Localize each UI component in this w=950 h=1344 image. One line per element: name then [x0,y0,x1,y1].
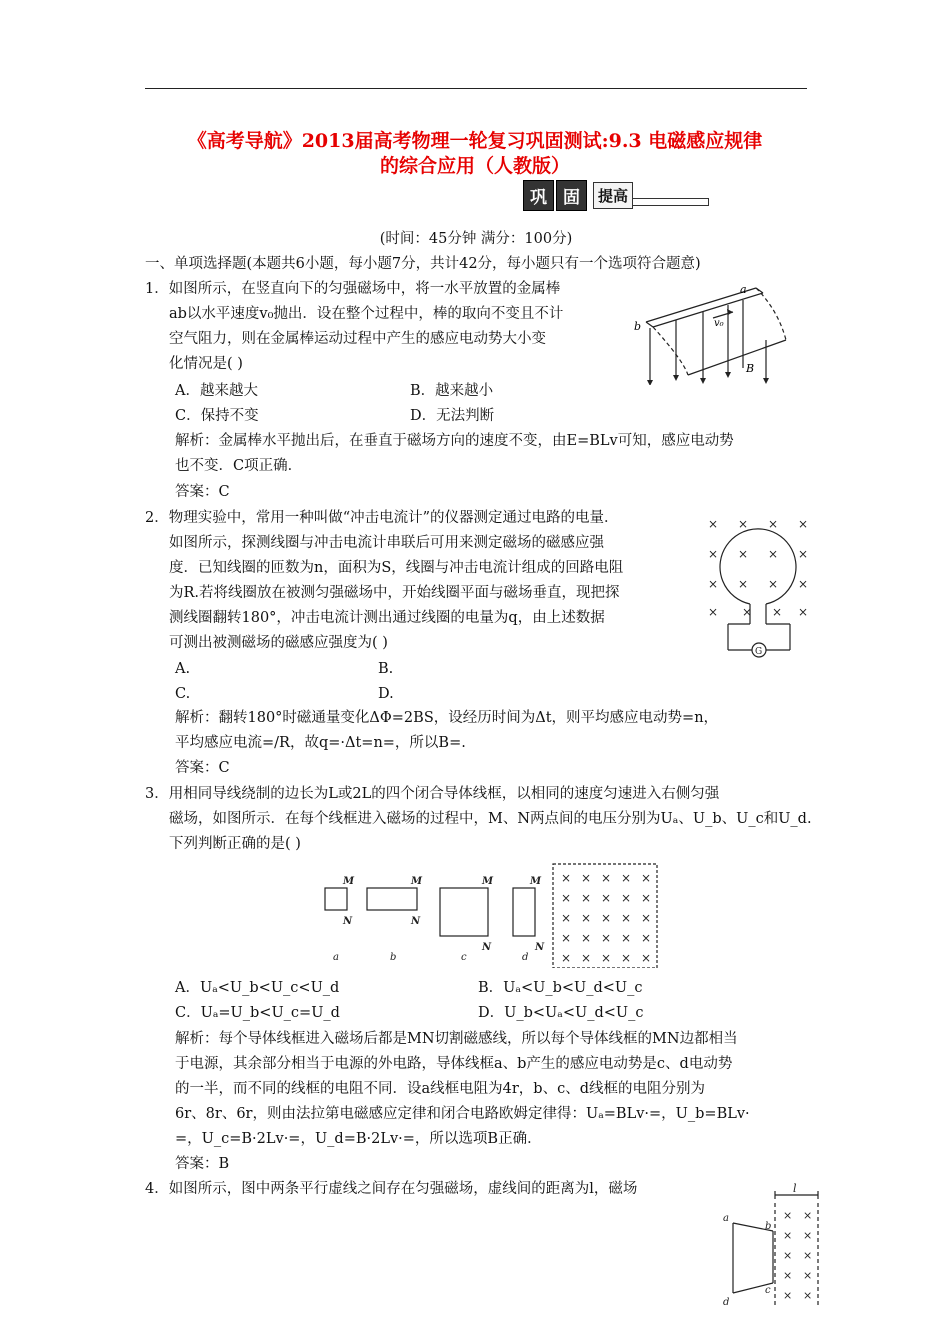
q1-option-b: B．越来越小 [410,383,494,399]
field-cross-icon: × [561,951,572,965]
field-cross-icon: × [798,577,809,591]
field-cross-icon: × [738,547,749,561]
q4-label-d: d [723,1297,730,1308]
field-cross-icon: × [708,517,719,531]
q3-label-M-a: M [343,876,355,887]
q2-galvanometer-label: G [755,647,763,657]
field-cross-icon: × [561,911,572,925]
q1-answer: 答案：C [175,484,230,500]
q2-line-5: 测线圈翻转180°，冲击电流计测出通过线圈的电量为q，由上述数据 [169,610,605,626]
field-cross-icon: × [783,1289,793,1302]
q3-line-3: 下列判断正确的是( ) [169,836,301,852]
q2-answer: 答案：C [175,760,230,776]
field-cross-icon: × [783,1269,793,1282]
field-cross-icon: × [783,1249,793,1262]
q3-label-N-c: N [482,942,492,953]
q1-option-a: A．越来越大 [175,383,258,399]
field-cross-icon: × [641,891,652,905]
time-score: (时间：45分钟 满分：100分) [379,231,573,247]
badge-char-1: 巩 [523,180,554,211]
q4-line-1: 4．如图所示，图中两条平行虚线之间存在匀强磁场，虚线间的距离为l，磁场 [145,1181,638,1197]
field-cross-icon: × [581,931,592,945]
field-cross-icon: × [783,1229,793,1242]
q2-option-b: B. [378,661,394,677]
field-cross-icon: × [803,1209,813,1222]
q3-label-M-d: M [530,876,542,887]
q3-label-N-d: N [535,942,545,953]
q3-caption-a: a [333,952,339,963]
field-cross-icon: × [708,577,719,591]
q4-label-b: b [765,1221,772,1232]
q1-explanation-2: 也不变．C项正确． [175,458,303,474]
field-cross-icon: × [621,931,632,945]
field-cross-icon: × [803,1269,813,1282]
field-cross-icon: × [641,871,652,885]
q4-figure [715,1183,825,1311]
q3-label-M-c: M [482,876,494,887]
q3-answer: 答案：B [175,1156,230,1172]
badge-char-2: 固 [556,180,587,211]
q1-figure-label-B: B [746,362,755,375]
field-cross-icon: × [768,547,779,561]
field-cross-icon: × [561,891,572,905]
badge-light: 提高 [593,182,633,209]
q2-line-6: 可测出被测磁场的磁感应强度为( ) [169,635,388,651]
field-cross-icon: × [601,911,612,925]
q3-frame-b [367,888,417,910]
field-cross-icon: × [641,911,652,925]
field-cross-icon: × [621,871,632,885]
field-cross-icon: × [581,871,592,885]
field-cross-icon: × [601,871,612,885]
q1-option-d: D．无法判断 [410,408,495,424]
field-cross-icon: × [561,931,572,945]
q2-line-2: 如图所示，探测线圈与冲击电流计串联后可用来测定磁场的磁感应强 [169,535,604,551]
q3-explanation-1: 解析：每个导体线框进入磁场后都是MN切割磁感线，所以每个导体线框的MN边都相当 [175,1031,738,1047]
field-cross-icon: × [803,1249,813,1262]
q3-option-c: C．Uₐ=U_b<U_c=U_d [175,1005,340,1021]
field-cross-icon: × [641,951,652,965]
field-cross-icon: × [798,547,809,561]
q3-frame-c [440,888,488,936]
q1-line-2: ab以水平速度v₀抛出．设在整个过程中，棒的取向不变且不计 [169,306,564,322]
q3-label-N-a: N [343,916,353,927]
q3-line-1: 3．用相同导线绕制的边长为L或2L的四个闭合导体线框，以相同的速度匀速进入右侧匀强 [145,786,720,802]
q4-label-l: l [793,1183,797,1195]
field-cross-icon: × [708,547,719,561]
q4-label-a: a [723,1213,729,1224]
title-line-2: 的综合应用（人教版） [379,155,570,177]
field-cross-icon: × [738,577,749,591]
q1-line-3: 空气阻力，则在金属棒运动过程中产生的感应电动势大小变 [169,331,546,347]
q2-line-1: 2．物理实验中，常用一种叫做“冲击电流计”的仪器测定通过电路的电量． [145,510,619,526]
header-rule [145,88,807,89]
q3-explanation-5: =，U_c=B·2Lv·=，U_d=B·2Lv·=，所以选项B正确． [175,1131,542,1147]
field-cross-icon: × [601,931,612,945]
field-cross-icon: × [768,517,779,531]
section-heading: 一、单项选择题(本题共6小题，每小题7分，共计42分，每小题只有一个选项符合题意) [145,256,701,272]
q3-caption-c: c [461,952,467,963]
q2-figure [700,512,815,662]
q3-explanation-4: 6r、8r、6r，则由法拉第电磁感应定律和闭合电路欧姆定律得：Uₐ=BLv·=，U_b=BLv· [175,1106,750,1122]
q3-caption-d: d [522,952,529,963]
q2-option-a: A. [175,661,191,677]
field-cross-icon: × [798,605,809,619]
field-cross-icon: × [581,911,592,925]
field-cross-icon: × [738,517,749,531]
field-cross-icon: × [621,951,632,965]
q1-option-c: C．保持不变 [175,408,259,424]
q2-line-4: 为R.若将线圈放在被测匀强磁场中，开始线圈平面与磁场垂直，现把探 [169,585,620,601]
q3-label-M-b: M [411,876,423,887]
q3-explanation-3: 的一半，而不同的线框的电阻不同．设a线框电阻为4r，b、c、d线框的电阻分别为 [175,1081,705,1097]
field-cross-icon: × [561,871,572,885]
field-cross-icon: × [783,1209,793,1222]
field-cross-icon: × [621,891,632,905]
field-cross-icon: × [601,891,612,905]
q1-explanation-1: 解析：金属棒水平抛出后，在垂直于磁场方向的速度不变，由E=BLv可知，感应电动势 [175,433,734,449]
field-cross-icon: × [768,577,779,591]
q3-option-b: B．Uₐ<U_b<U_d<U_c [478,980,643,996]
field-cross-icon: × [803,1289,813,1302]
field-cross-icon: × [798,517,809,531]
q3-option-d: D．U_b<Uₐ<U_d<U_c [478,1005,644,1021]
field-cross-icon: × [708,605,719,619]
q3-frame-a [325,888,347,910]
field-cross-icon: × [772,605,783,619]
q3-figure [315,858,665,968]
q3-line-2: 磁场，如图所示．在每个线框进入磁场的过程中，M、N两点间的电压分别为Uₐ、U_b、U_c和U_d. [169,811,812,827]
q1-figure-label-v0: v₀ [714,318,724,329]
q2-explanation-1: 解析：翻转180°时磁通量变化ΔΦ=2BS，设经历时间为Δt，则平均感应电动势=n， [175,710,719,726]
field-cross-icon: × [742,605,753,619]
q3-option-a: A．Uₐ<U_b<U_c<U_d [175,980,340,996]
field-cross-icon: × [581,951,592,965]
q3-frame-d [513,888,535,936]
badge-tail [633,198,709,206]
q1-figure [628,280,808,385]
q1-line-4: 化情况是( ) [169,356,243,372]
consolidate-badge [523,180,709,210]
q2-option-d: D. [378,686,394,702]
title-line-1: 《高考导航》2013届高考物理一轮复习巩固测试:9.3 电磁感应规律 [187,130,763,152]
q3-label-N-b: N [411,916,421,927]
field-cross-icon: × [601,951,612,965]
q2-line-3: 度．已知线圈的匝数为n，面积为S，线圈与冲击电流计组成的回路电阻 [169,560,624,576]
field-cross-icon: × [581,891,592,905]
q3-explanation-2: 于电源，其余部分相当于电源的外电路，导体线框a、b产生的感应电动势是c、d电动势 [175,1056,733,1072]
q2-explanation-2: 平均感应电流=/R，故q=·Δt=n=，所以B=. [175,735,466,751]
q1-figure-label-b: b [634,320,642,333]
field-cross-icon: × [803,1229,813,1242]
field-cross-icon: × [621,911,632,925]
q2-option-c: C. [175,686,191,702]
q3-caption-b: b [390,952,397,963]
field-cross-icon: × [641,931,652,945]
q1-figure-label-a: a [740,283,747,296]
q4-label-c: c [765,1285,771,1296]
q1-line-1: 1．如图所示，在竖直向下的匀强磁场中，将一水平放置的金属棒 [145,281,561,297]
